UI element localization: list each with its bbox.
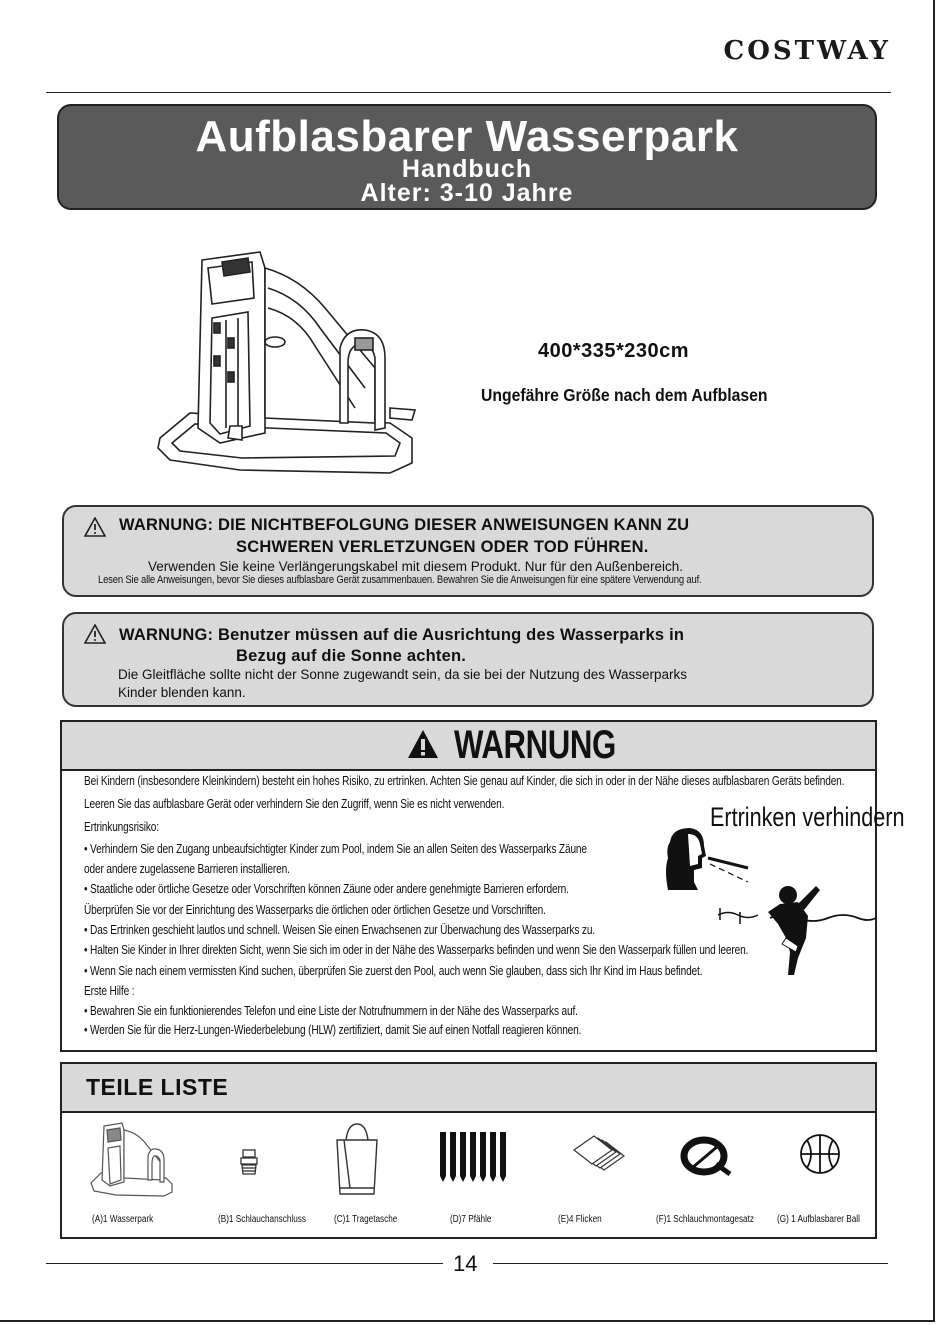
footer-divider-right [493, 1263, 888, 1264]
warning-line: • Staatliche oder örtliche Gesetze oder Vorschriften können Zäune oder andere genehmigte Barrieren erfordern. [84, 881, 569, 896]
warning2-heading-line2: Bezug auf die Sonne achten. [236, 647, 467, 665]
header-divider [46, 92, 891, 93]
part-item-d [438, 1112, 538, 1237]
warning-line: • Bewahren Sie ein funktionierendes Telefon und eine Liste der Notrufnummern in der Nähe des Wasserparks auf. [84, 1003, 578, 1018]
part-label-c: (C)1 Tragetasche [334, 1214, 398, 1225]
part-item-a [86, 1112, 186, 1237]
drowning-prevention-illustration [658, 820, 878, 980]
warning1-text-line2: Lesen Sie alle Anweisungen, bevor Sie dieses aufblasbare Gerät zusammenbauen. Bewahren Sie die Anweisungen für eine spätere Verwendung auf. [98, 574, 702, 586]
size-note: Ungefähre Größe nach dem Aufblasen [481, 385, 768, 405]
ball-icon [777, 1118, 867, 1203]
part-item-g [777, 1112, 877, 1237]
water-park-illustration [150, 238, 425, 488]
part-item-e [556, 1112, 656, 1237]
part-label-a: (A)1 Wasserpark [92, 1214, 154, 1225]
part-label-g: (G) 1 Aufblasbarer Ball [777, 1214, 860, 1225]
brand-logo: COSTWAY [723, 36, 891, 66]
warning-line: Überprüfen Sie vor der Einrichtung des Wasserparks die örtlichen oder örtlichen Gesetze und Vorschriften. [84, 902, 546, 917]
warning2-heading-line1: WARNUNG: Benutzer müssen auf die Ausrichtung des Wasserparks in [119, 626, 685, 644]
drowning-warning-header [62, 722, 875, 771]
warning-triangle-filled-icon [407, 728, 439, 760]
warning2-text-line2: Kinder blenden kann. [118, 685, 246, 700]
part-label-f: (F)1 Schlauchmontagesatz [656, 1214, 755, 1225]
age-range: Alter: 3-10 Jahre [360, 179, 574, 207]
part-label-e: (E)4 Flicken [558, 1214, 602, 1225]
document-title: Aufblasbarer Wasserpark [195, 112, 739, 161]
document-subtitle: Handbuch [401, 155, 533, 183]
drowning-warning-title: WARNUNG [454, 723, 616, 767]
hose-assembly-icon [652, 1118, 742, 1203]
carry-bag-icon [332, 1118, 422, 1203]
warning-line: oder andere zugelassene Barrieren installieren. [84, 861, 290, 876]
page-number: 14 [453, 1251, 478, 1276]
part-item-c [332, 1112, 432, 1237]
drowning-illustration-title: Ertrinken verhindern [710, 802, 905, 832]
warning-line: • Das Ertrinken geschieht lautlos und schnell. Weisen Sie einen Erwachsenen zur Überwachung des Wasserparks zu. [84, 922, 595, 937]
parts-list-title: TEILE LISTE [86, 1074, 229, 1100]
patches-icon [556, 1118, 646, 1203]
part-item-b [218, 1112, 318, 1237]
parts-list-section [60, 1062, 877, 1239]
part-label-b: (B)1 Schlauchanschluss [218, 1214, 306, 1225]
warning-line: Bei Kindern (insbesondere Kleinkindern) besteht ein hohes Risiko, zu ertrinken. Achten Sie genau auf Kinder, die sich in oder in der Nähe dieses aufblasbaren Geräts befinden. [84, 773, 845, 788]
warning-line: Ertrinkungsrisiko: [84, 819, 159, 834]
parts-list-header [62, 1064, 875, 1113]
water-park-icon [86, 1118, 176, 1203]
stakes-icon [438, 1118, 528, 1203]
warning2-text-line1: Die Gleitfläche sollte nicht der Sonne zugewandt sein, da sie bei der Nutzung des Wasserparks [118, 667, 688, 682]
warning-triangle-icon [84, 517, 106, 537]
title-banner [57, 104, 877, 210]
warning1-heading-line1: WARNUNG: DIE NICHTBEFOLGUNG DIESER ANWEISUNGEN KANN ZU [119, 516, 690, 534]
warning-line: • Halten Sie Kinder in Ihrer direkten Sicht, wenn Sie sich im oder in der Nähe des Wasserparks befinden und wenn Sie den Wasserpark füllen und leeren. [84, 942, 749, 957]
warning1-heading-line2: SCHWEREN VERLETZUNGEN ODER TOD FÜHREN. [236, 538, 649, 556]
warning-line: Erste Hilfe : [84, 983, 135, 998]
drowning-warning-section [60, 720, 905, 1052]
footer-divider-left [46, 1263, 443, 1264]
warning-triangle-icon [84, 624, 106, 644]
part-label-d: (D)7 Pfähle [450, 1214, 492, 1225]
warning-box-sun [62, 612, 874, 707]
warning-line: • Wenn Sie nach einem vermissten Kind suchen, überprüfen Sie zuerst den Pool, auch wenn Sie glauben, dass sich Ihr Kind im Haus befindet. [84, 963, 703, 978]
warning1-text-line1: Verwenden Sie keine Verlängerungskabel mit diesem Produkt. Nur für den Außenbereich. [148, 559, 684, 574]
product-dimensions: 400*335*230cm [538, 340, 690, 362]
warning-line: • Werden Sie für die Herz-Lungen-Wiederbelebung (HLW) zertifiziert, damit Sie auf einen Notfall reagieren können. [84, 1022, 582, 1037]
warning-line: • Verhindern Sie den Zugang unbeaufsichtigter Kinder zum Pool, indem Sie an allen Seiten des Wasserparks Zäune [84, 841, 587, 856]
warning-line: Leeren Sie das aufblasbare Gerät oder verhindern Sie den Zugriff, wenn Sie es nicht verwenden. [84, 796, 505, 811]
part-item-f [652, 1112, 762, 1237]
hose-connector-icon [218, 1118, 308, 1203]
warning-box-general [62, 505, 874, 597]
